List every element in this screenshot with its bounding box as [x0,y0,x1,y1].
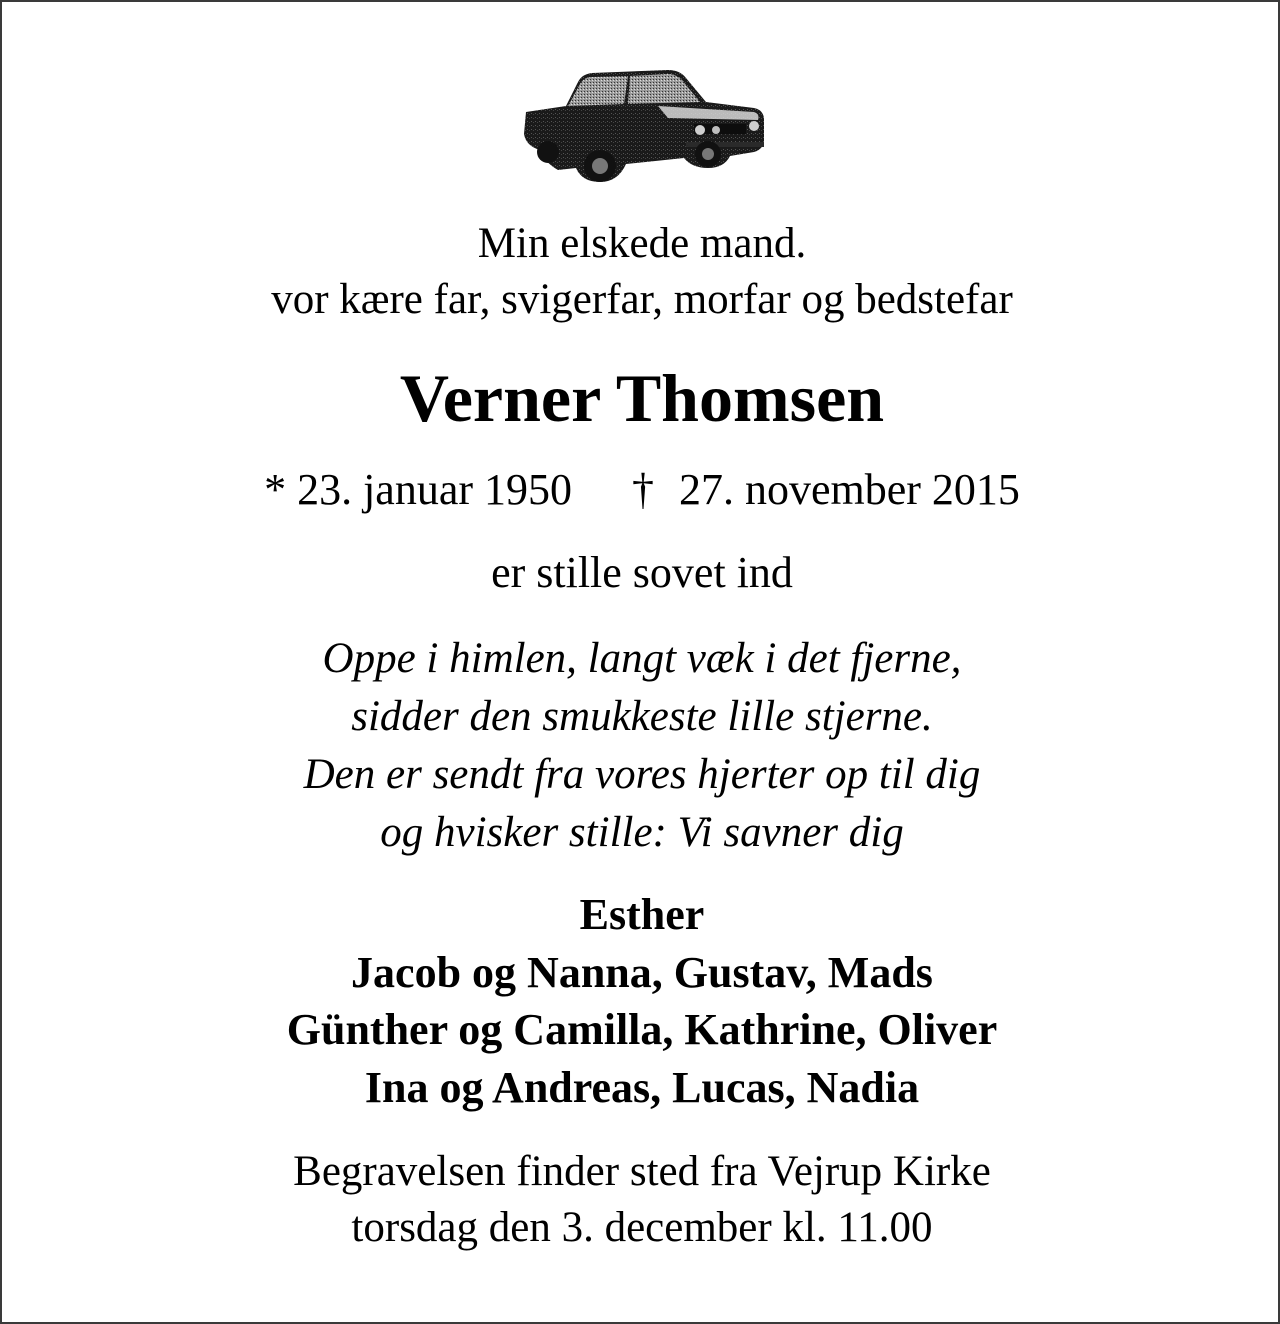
death-date: 27. november 2015 [679,465,1020,514]
family-line: Ina og Andreas, Lucas, Nadia [364,1063,920,1112]
poem-line: Den er sendt fra vores hjerter op til dig [303,751,981,798]
family-line: Esther [579,890,705,939]
birth-date: 23. januar 1950 [297,465,572,514]
family-line: Günther og Camilla, Kathrine, Oliver [286,1005,998,1054]
classic-car-icon [518,64,768,188]
family-line: Jacob og Nanna, Gustav, Mads [351,948,933,997]
life-dates [2,462,1280,518]
deceased-name: Verner Thomsen [399,360,885,436]
intro-line: Min elskede mand. [477,220,807,267]
dagger-icon: † [632,465,654,514]
poem-line: sidder den smukkeste lille stjerne. [351,693,933,740]
intro-line: vor kære far, svigerfar, morfar og bedstefar [271,276,1013,323]
poem-line: Oppe i himlen, langt væk i det fjerne, [322,635,962,682]
funeral-info: torsdag den 3. december kl. 11.00 [351,1204,933,1251]
poem-line: og hvisker stille: Vi savner dig [380,809,904,856]
passing-text: er stille sovet ind [491,548,793,597]
birth-symbol: * [264,465,287,514]
funeral-info: Begravelsen finder sted fra Vejrup Kirke [293,1148,991,1195]
